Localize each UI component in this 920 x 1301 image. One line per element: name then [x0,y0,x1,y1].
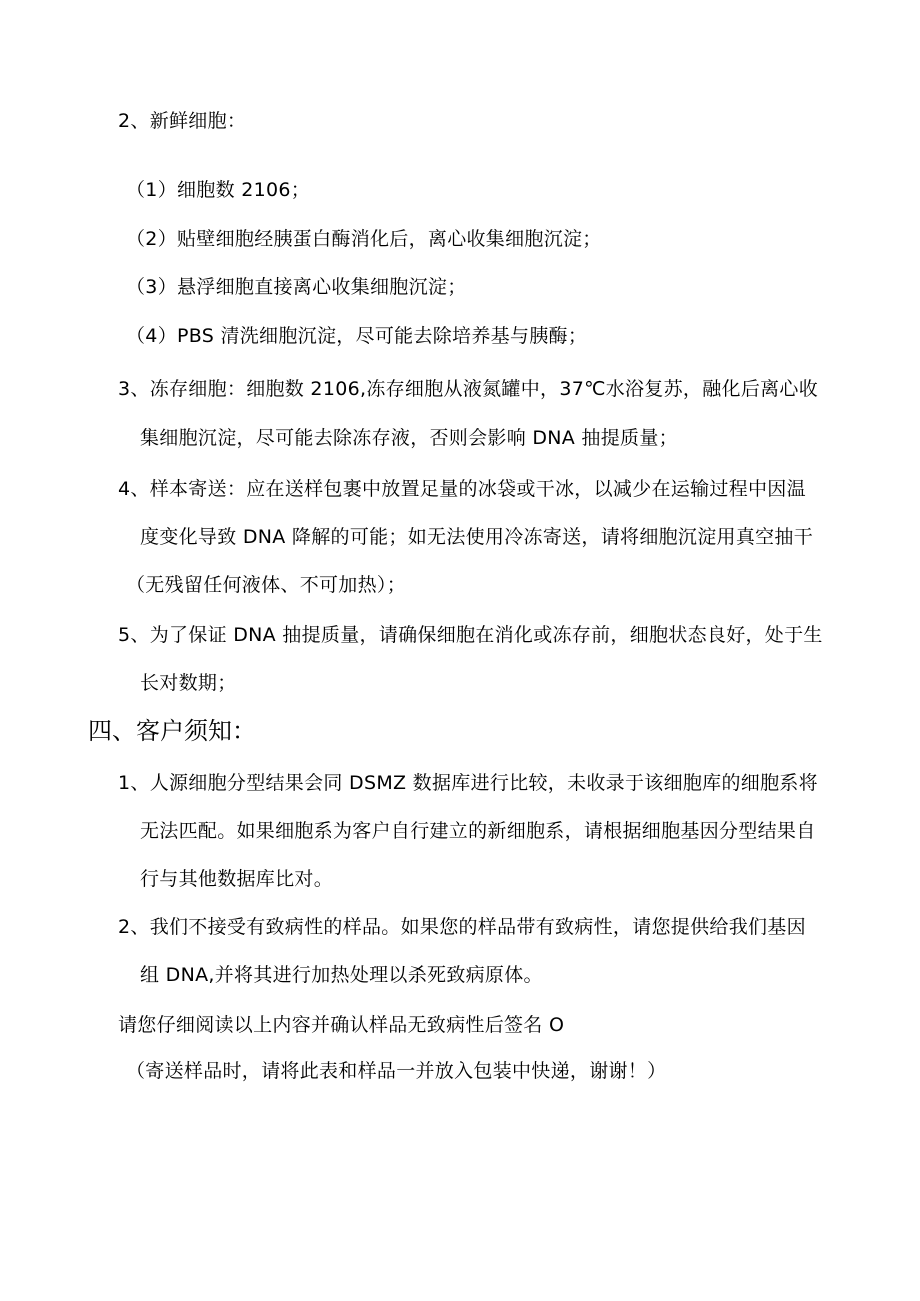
shipping-line-1: 4、样本寄送：应在送样包裹中放置足量的冰袋或干冰，以减少在运输过程中因温 [118,478,806,500]
notice-item-2-line-2: 组 DNA,并将其进行加热处理以杀死致病原体。 [140,964,543,986]
fresh-cells-item-1: （1）细胞数 2106； [126,179,311,201]
frozen-cells-line-2: 集细胞沉淀，尽可能去除冻存液，否则会影响 DNA 抽提质量； [140,427,678,449]
quality-line-1: 5、为了保证 DNA 抽提质量，请确保细胞在消化或冻存前，细胞状态良好，处于生 [118,624,823,646]
fresh-cells-item-3: （3）悬浮细胞直接离心收集细胞沉淀； [126,276,467,298]
notice-item-1-line-3: 行与其他数据库比对。 [140,868,334,890]
notice-item-1-line-1: 1、人源细胞分型结果会同 DSMZ 数据库进行比较，未收录于该细胞库的细胞系将 [118,772,818,794]
frozen-cells-line-1: 3、冻存细胞：细胞数 2106,冻存细胞从液氮罐中，37℃水浴复苏，融化后离心收 [118,378,819,400]
shipping-note: （寄送样品时，请将此表和样品一并放入包装中快递，谢谢！） [126,1060,667,1082]
fresh-cells-item-4: （4）PBS 清洗细胞沉淀，尽可能去除培养基与胰酶； [126,325,588,347]
notice-item-1-line-2: 无法匹配。如果细胞系为客户自行建立的新细胞系，请根据细胞基因分型结果自 [140,820,816,842]
confirmation-signature-line: 请您仔细阅读以上内容并确认样品无致病性后签名 O [118,1014,565,1036]
fresh-cells-item-2: （2）贴壁细胞经胰蛋白酶消化后，离心收集细胞沉淀； [126,228,602,250]
shipping-line-3: （无残留任何液体、不可加热）； [126,574,407,596]
quality-line-2: 长对数期； [140,672,237,694]
notice-item-2-line-1: 2、我们不接受有致病性的样品。如果您的样品带有致病性，请您提供给我们基因 [118,916,806,938]
shipping-line-2: 度变化导致 DNA 降解的可能；如无法使用冷冻寄送，请将细胞沉淀用真空抽干 [140,526,814,548]
fresh-cells-title: 2、新鲜细胞： [118,110,247,132]
customer-notice-heading: 四、客户须知： [88,717,256,745]
